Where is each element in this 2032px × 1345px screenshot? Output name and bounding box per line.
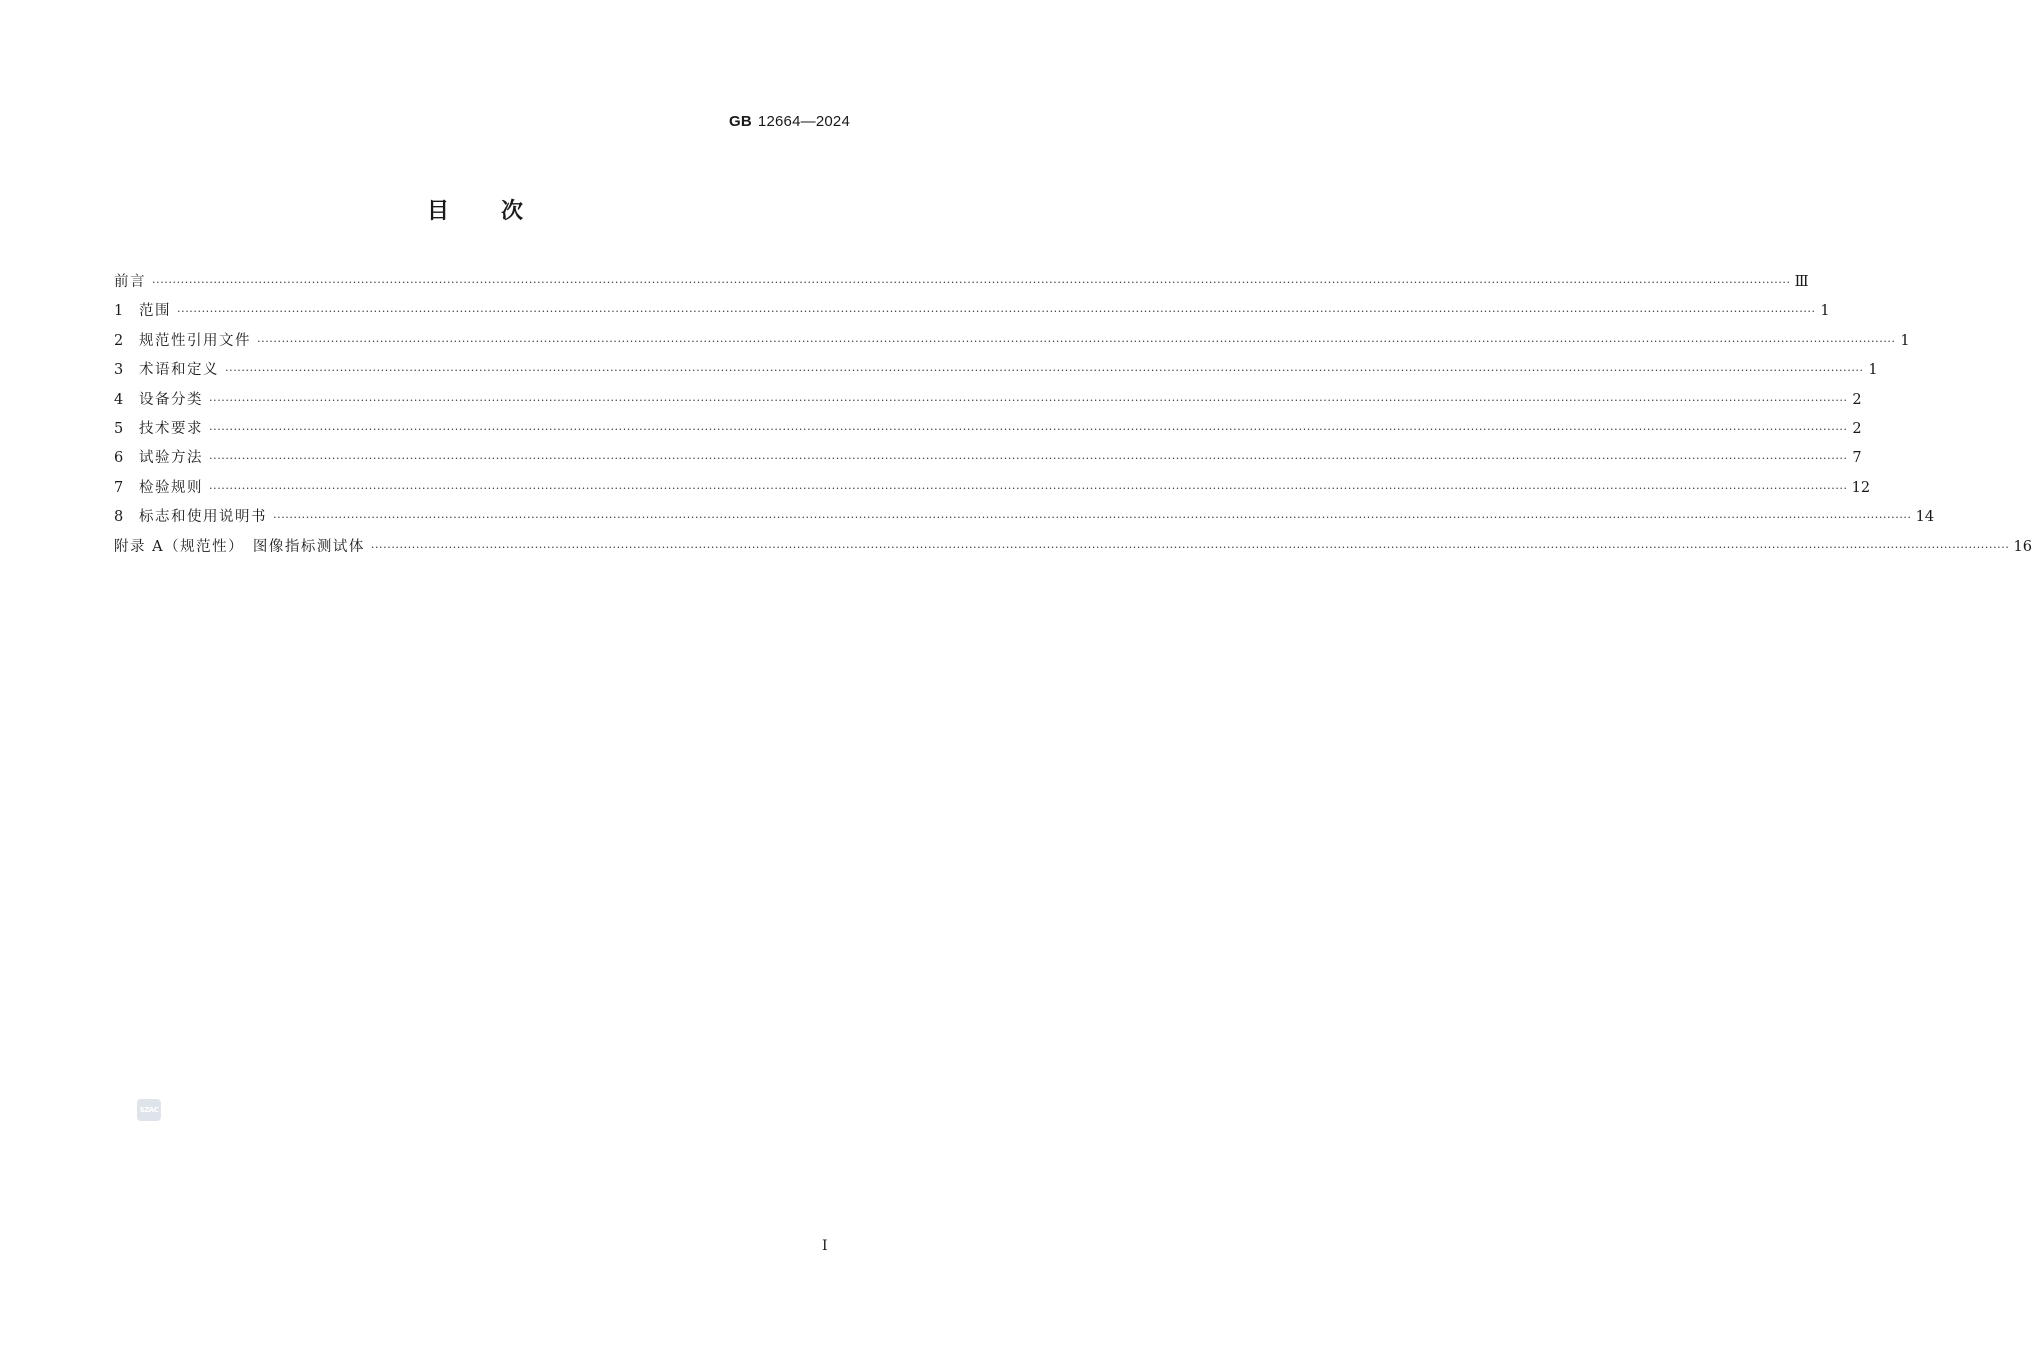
toc-leader-dots: ················································································································································································································································································································································································································ [209,422,1848,436]
toc-entry-page: 1 [1868,362,1878,379]
toc-entry-number: 7 [114,479,124,496]
page-number: Ⅰ [822,1238,828,1254]
toc-entry-number: 6 [114,450,124,467]
toc-entry-appendix-a[interactable] [114,535,2032,564]
toc-entry-label: 设备分类 [139,391,203,408]
toc-entry-inspection-rules[interactable] [114,476,1871,505]
toc-entry-page: 1 [1900,332,1910,349]
toc-leader-dots: ················································································································································································································································································································································································································ [257,334,1896,348]
toc-entry-number: 3 [114,362,124,379]
toc-entry-marking-instructions[interactable] [114,505,1935,534]
toc-entry-page: 2 [1852,391,1862,408]
toc-entry-page: 2 [1852,420,1862,437]
toc-entry-terms-definitions[interactable] [114,358,1878,387]
toc-leader-dots: ················································································································································································································································································································································································································ [370,540,2010,554]
toc-entry-test-methods[interactable] [114,446,1862,475]
toc-entry-page: 1 [1820,303,1830,320]
toc-leader-dots: ················································································································································································································································································································································································································ [177,305,1816,319]
toc-title [0,194,950,225]
toc-entry-label: 技术要求 [139,420,203,437]
toc-title-part2: 次 [501,199,524,224]
toc-entry-label: 试验方法 [139,450,203,467]
toc-entry-label: 前言 [114,274,146,290]
table-of-contents [114,270,2032,564]
toc-leader-dots: ················································································································································································································································································································································································································ [152,276,1791,289]
toc-entry-label: 范围 [139,303,171,320]
toc-leader-dots: ················································································································································································································································································································································································································ [209,481,1848,495]
toc-entry-label: 术语和定义 [139,362,219,379]
toc-entry-label: 检验规则 [139,479,203,496]
toc-entry-page: 12 [1851,479,1871,496]
toc-entry-normative-references[interactable] [114,329,1910,358]
toc-leader-dots: ················································································································································································································································································································································································································ [225,364,1864,378]
toc-entry-label: 附录 A（规范性） 图像指标测试体 [114,538,365,555]
toc-entry-label: 标志和使用说明书 [139,509,267,526]
toc-leader-dots: ················································································································································································································································································································································································································ [209,452,1848,466]
toc-entry-number: 8 [114,509,124,526]
toc-entry-preface[interactable] [114,270,1809,299]
toc-entry-number: 4 [114,391,124,408]
toc-entry-page: 14 [1915,509,1935,526]
toc-entry-number: 1 [114,303,124,320]
toc-leader-dots: ················································································································································································································································································································································································································ [273,511,1912,525]
toc-entry-page: 7 [1852,450,1862,467]
watermark-logo: SZAC [137,1099,161,1121]
toc-entry-technical-requirements[interactable] [114,417,1862,446]
toc-entry-scope[interactable] [114,299,1830,328]
toc-entry-label: 规范性引用文件 [139,332,251,349]
standard-prefix: GB [729,113,752,130]
toc-leader-dots: ················································································································································································································································································································································································································ [209,393,1848,407]
toc-entry-page: 16 [2013,538,2032,555]
standard-number: 12664—2024 [757,113,850,130]
toc-entry-number: 2 [114,332,124,349]
toc-entry-equipment-classification[interactable] [114,388,1862,417]
standard-code [729,113,850,130]
toc-entry-number: 5 [114,420,124,437]
toc-entry-page: Ⅲ [1794,274,1809,290]
toc-title-part1: 目 [426,199,449,224]
